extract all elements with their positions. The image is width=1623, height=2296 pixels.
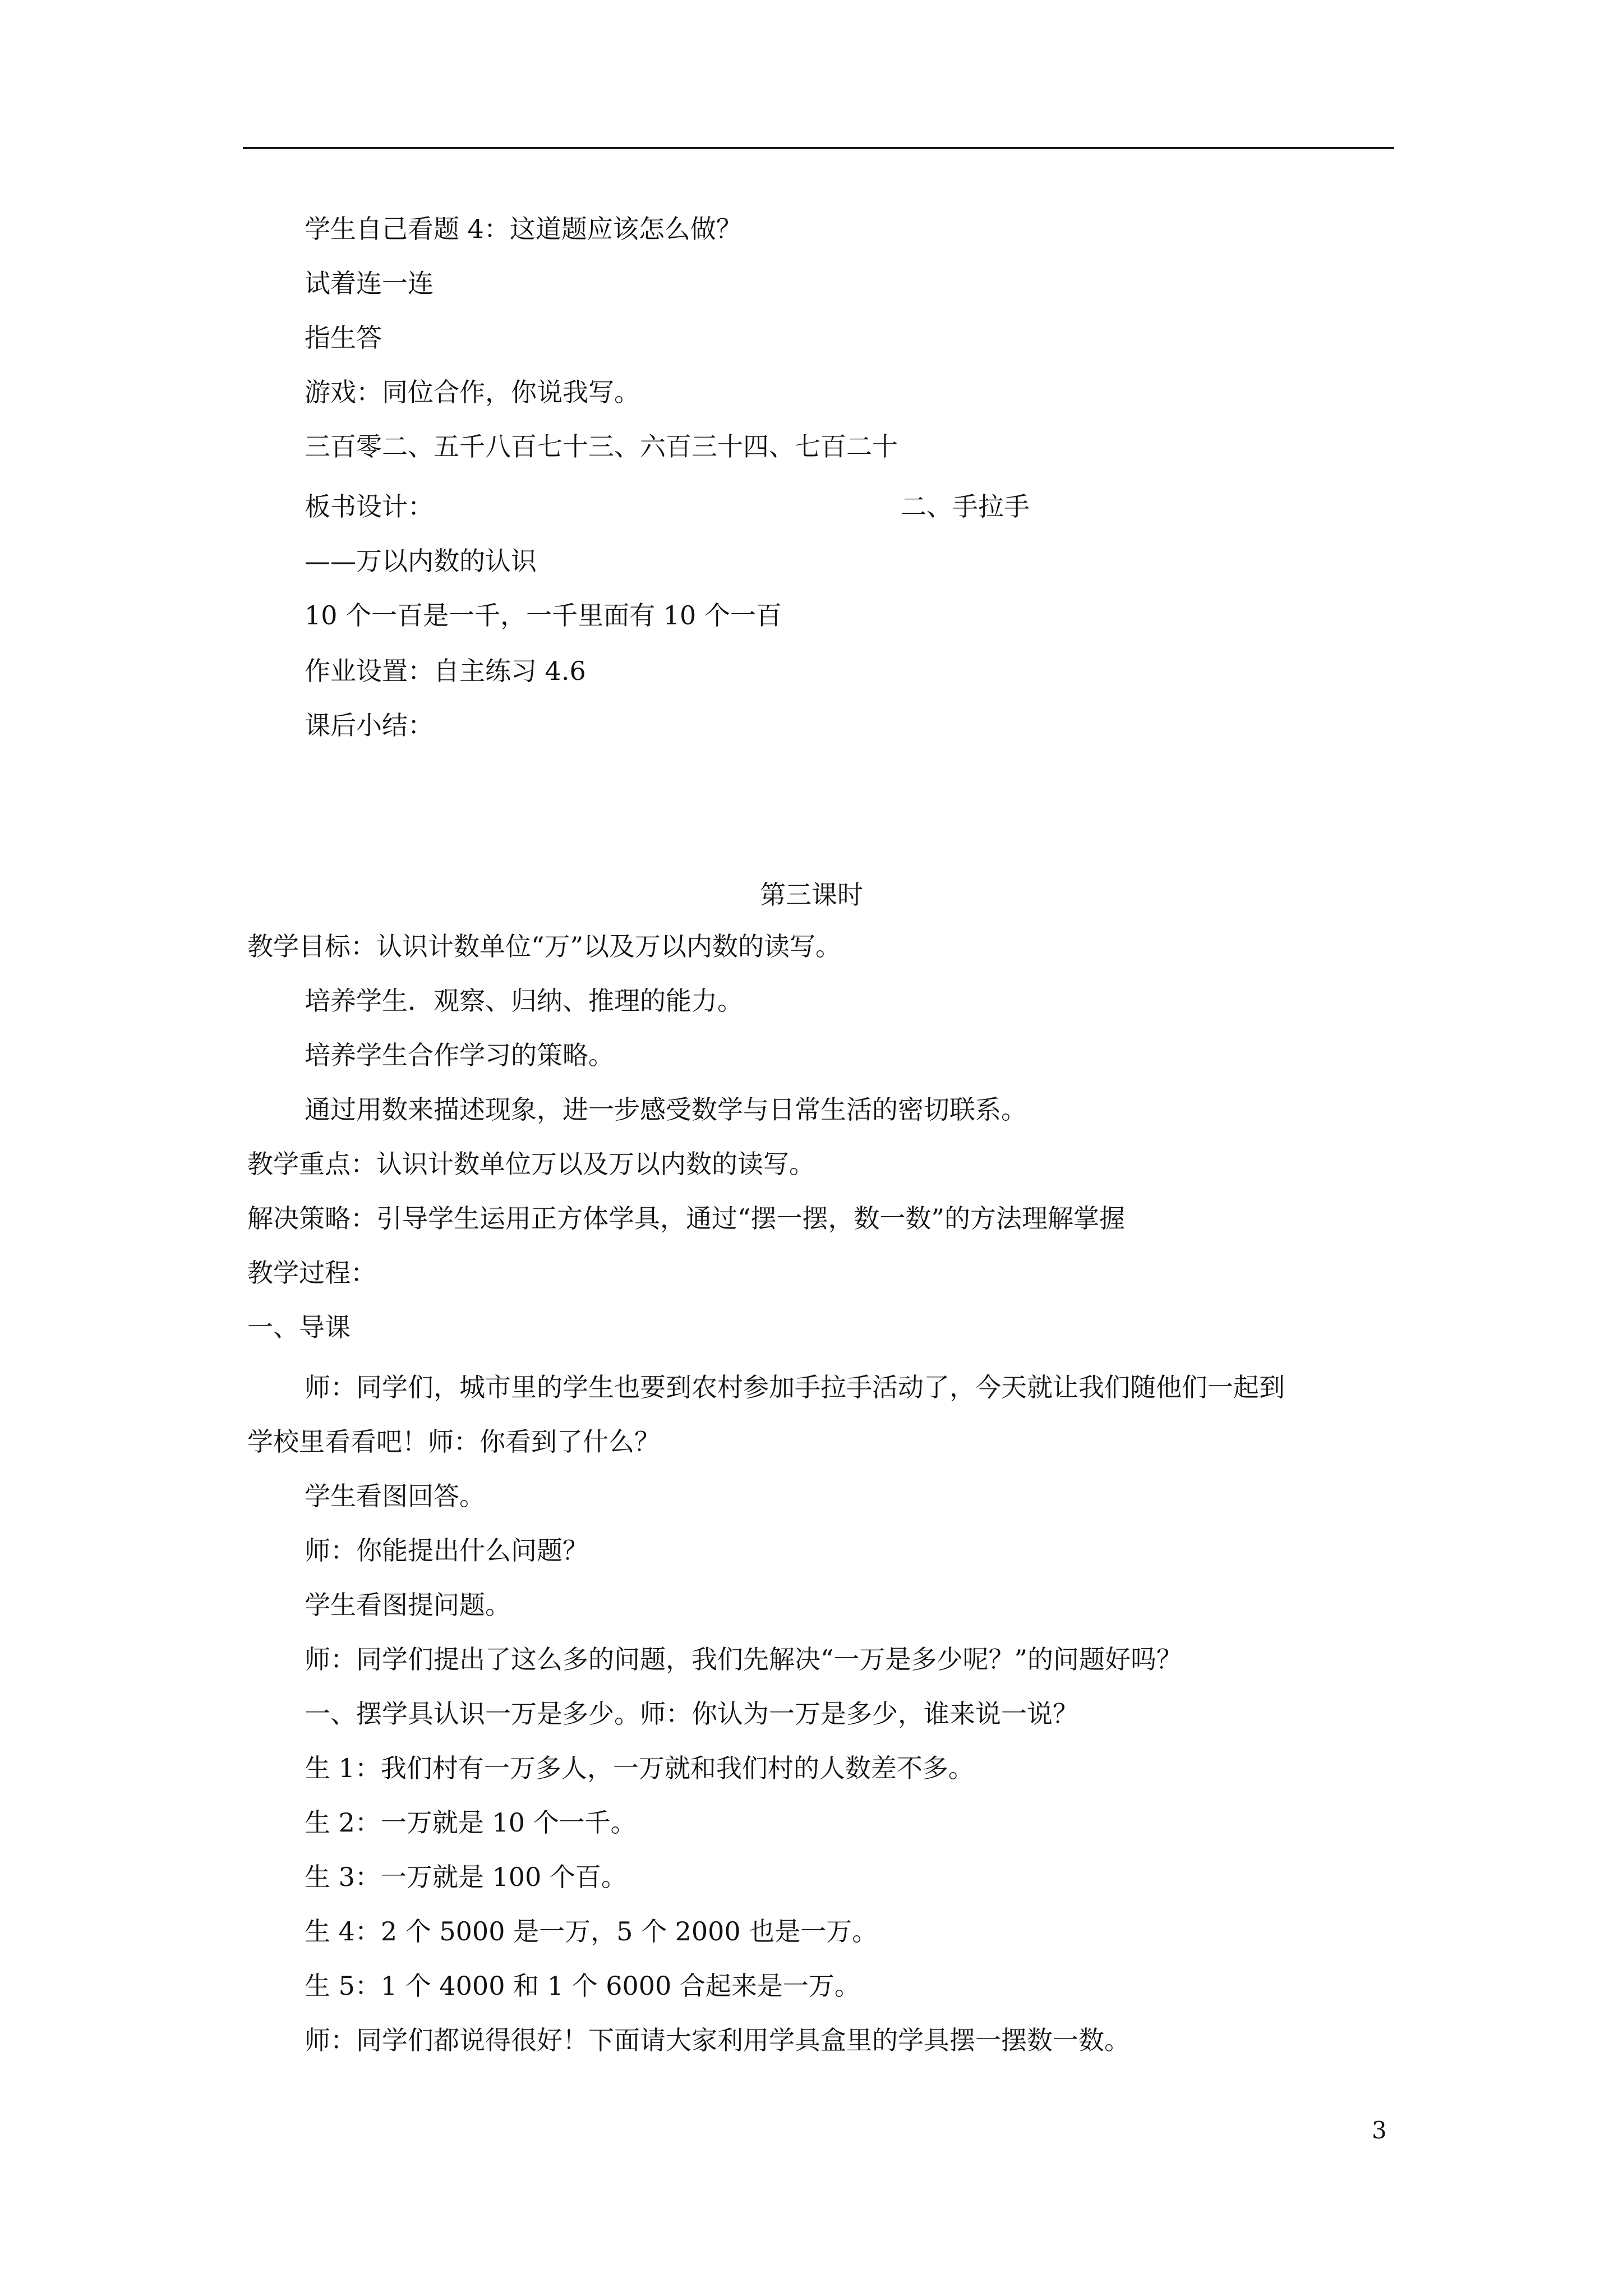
dialogue-line: 生 5：1 个 4000 和 1 个 6000 合起来是一万。: [305, 1971, 860, 2001]
lesson-title: 第三课时: [760, 880, 863, 910]
text-line: 三百零二、五千八百七十三、六百三十四、七百二十: [305, 431, 898, 462]
text-line: 学生自己看题 4：这道题应该怎么做？: [305, 214, 742, 244]
dialogue-line: 生 1：我们村有一万多人，一万就和我们村的人数差不多。: [305, 1753, 974, 1783]
key-points: 教学重点：认识计数单位万以及万以内数的读写。: [247, 1149, 815, 1179]
dialogue-line: 生 4：2 个 5000 是一万，5 个 2000 也是一万。: [305, 1916, 878, 1947]
page-number: 3: [1372, 2116, 1387, 2144]
text-line: 课后小结：: [305, 710, 434, 740]
dialogue-line: 师：同学们提出了这么多的问题，我们先解决“一万是多少呢？”的问题好吗？: [305, 1644, 1183, 1674]
dialogue-line: 生 2：一万就是 10 个一千。: [305, 1807, 637, 1838]
text-line: 学校里看看吧！师：你看到了什么？: [247, 1427, 660, 1457]
board-design-title: 二、手拉手: [901, 491, 1030, 522]
dialogue-line: 生 3：一万就是 100 个百。: [305, 1862, 627, 1892]
text-line: 指生答: [305, 323, 382, 353]
dialogue-line: 学生看图回答。: [305, 1481, 485, 1511]
text-line: 培养学生合作学习的策略。: [305, 1040, 614, 1070]
dialogue-line: 学生看图提问题。: [305, 1590, 511, 1620]
board-design-label: 板书设计：: [305, 491, 434, 522]
process-label: 教学过程：: [247, 1258, 376, 1288]
text-line: ——万以内数的认识: [305, 546, 537, 576]
dialogue-line: 师：同学们都说得很好！下面请大家利用学具盒里的学具摆一摆数一数。: [305, 2025, 1130, 2055]
dialogue-line: 师：你能提出什么问题？: [305, 1535, 588, 1566]
text-line: 作业设置：自主练习 4.6: [305, 656, 586, 686]
text-line: 试着连一连: [305, 268, 434, 298]
text-line: 师：同学们，城市里的学生也要到农村参加手拉手活动了，今天就让我们随他们一起到: [305, 1372, 1285, 1402]
text-line: 培养学生．观察、归纳、推理的能力。: [305, 986, 743, 1016]
text-line: 游戏：同位合作，你说我写。: [305, 377, 640, 407]
text-line: 10 个一百是一千，一千里面有 10 个一百: [305, 600, 782, 631]
strategy: 解决策略：引导学生运用正方体学具，通过“摆一摆，数一数”的方法理解掌握: [247, 1203, 1126, 1234]
dialogue-line: 一、摆学具认识一万是多少。师：你认为一万是多少，谁来说一说？: [305, 1699, 1078, 1729]
section-heading: 一、导课: [247, 1312, 351, 1342]
text-line: 通过用数来描述现象，进一步感受数学与日常生活的密切联系。: [305, 1094, 1027, 1125]
header-rule: [243, 147, 1394, 149]
objectives-heading: 教学目标：认识计数单位“万”以及万以内数的读写。: [247, 931, 842, 961]
